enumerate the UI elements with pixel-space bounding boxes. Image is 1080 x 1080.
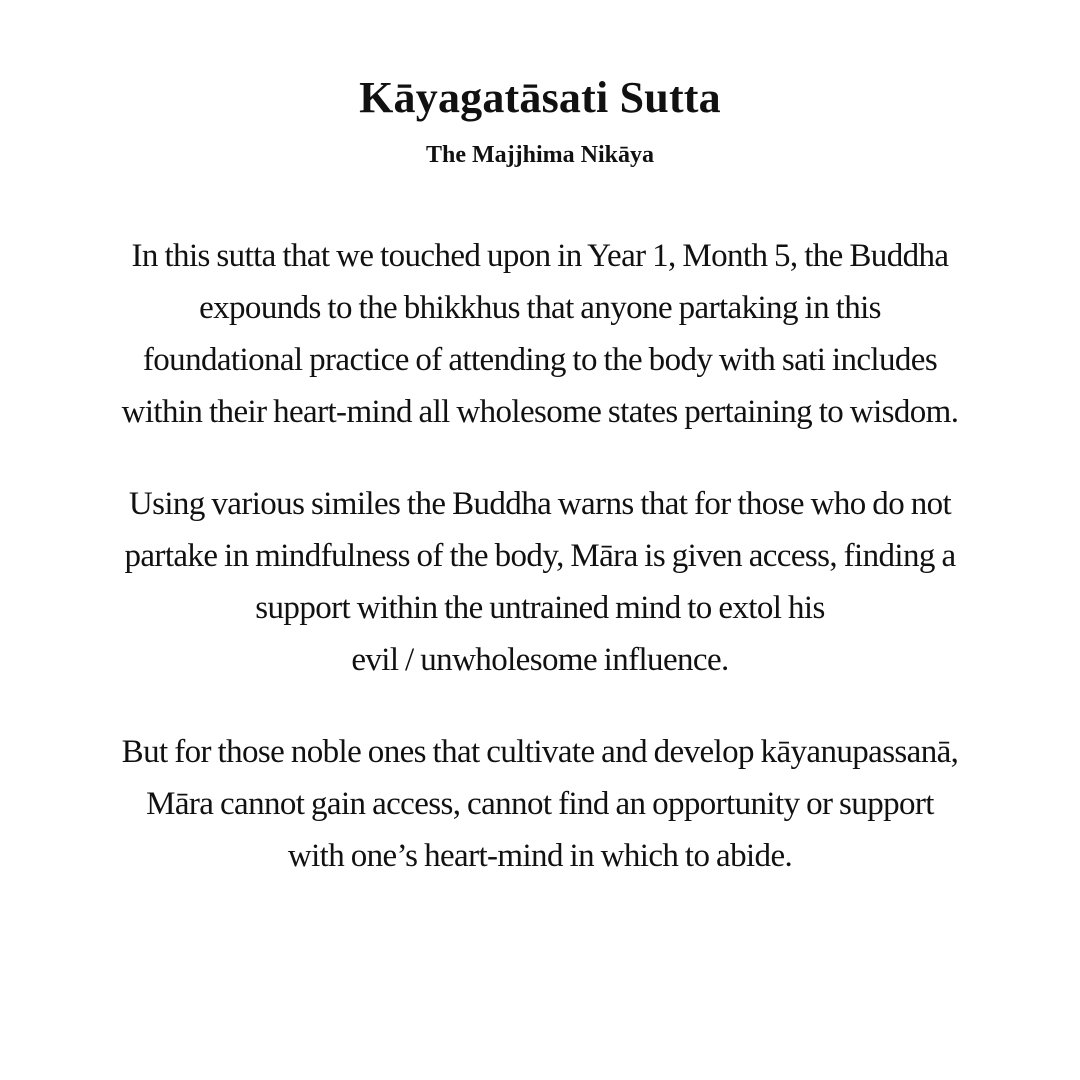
page-subtitle: The Majjhima Nikāya [426,142,654,168]
paragraph-2 [8,478,1072,686]
paragraph-3 [8,726,1072,882]
paragraph-line: partake in mindfulness of the body, Māra is given access, finding a [124,538,956,574]
paragraph-line: within their heart-mind all wholesome states pertaining to wisdom. [121,394,959,430]
page-title: Kāyagatāsati Sutta [359,73,721,122]
paragraph-line: But for those noble ones that cultivate and develop kāyanupassanā, [121,734,959,770]
paragraph-line: support within the untrained mind to extol his [255,590,825,626]
paragraph-1 [8,230,1072,438]
paragraph-line: Using various similes the Buddha warns that for those who do not [128,486,952,522]
paragraph-line: In this sutta that we touched upon in Year 1, Month 5, the Buddha [131,238,949,274]
paragraph-line: foundational practice of attending to the body with sati includes [142,342,938,378]
body-text [8,230,1072,922]
paragraph-line: evil / unwholesome influence. [351,642,729,678]
paragraph-line: expounds to the bhikkhus that anyone partaking in this [199,290,881,326]
paragraph-line: with one’s heart-mind in which to abide. [287,838,793,874]
paragraph-line: Māra cannot gain access, cannot find an opportunity or support [146,786,934,822]
